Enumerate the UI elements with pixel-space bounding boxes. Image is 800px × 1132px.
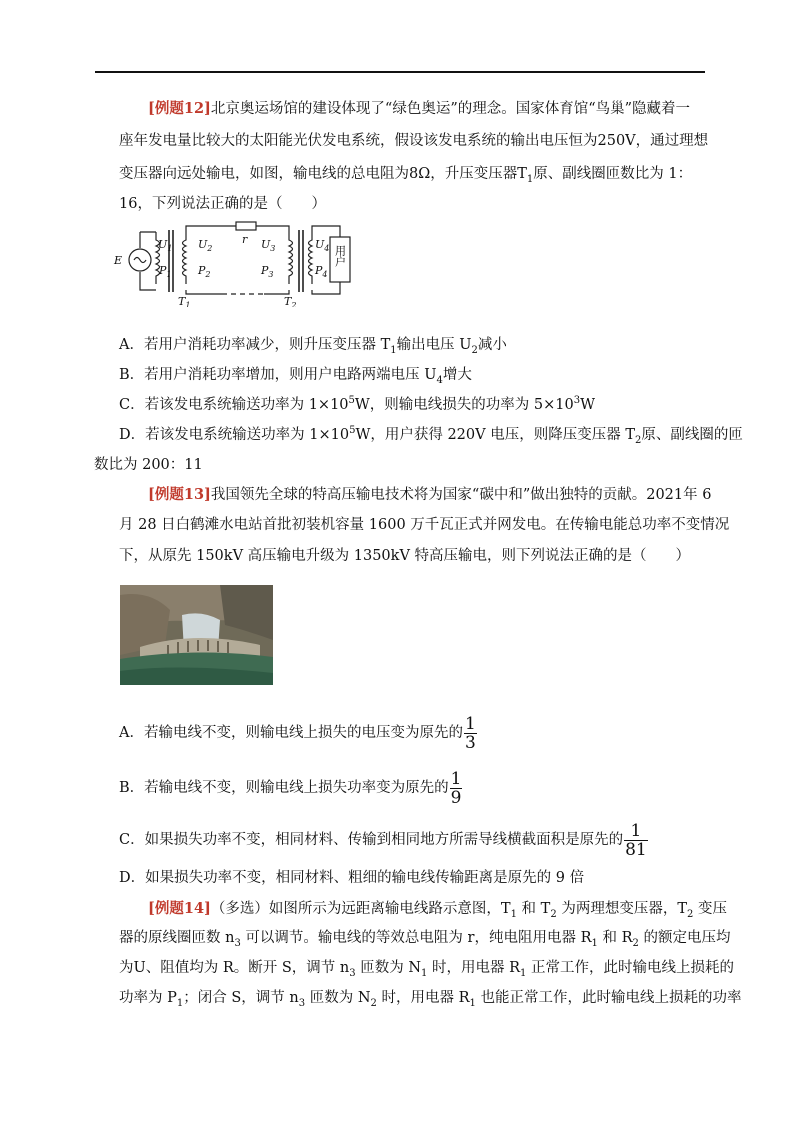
fraction-one-eighty-first: $\frac{1}{81}$ [625, 820, 647, 860]
svg-text:P4: $P_4$ [315, 264, 328, 279]
ex13-line-1: [例题13]我国领先全球的特高压输电技术将为国家“碳中和”做出独特的贡献。2021年 6 [148, 486, 712, 503]
ex12-option-c: C．若该发电系统输送功率为 $1\times 10^5W$，则输电线损失的功率为 $5\times 10^3W$ [119, 395, 596, 413]
ex13-option-c: C．如果损失功率不变，相同材料、传输到相同地方所需导线横截面积是原先的 $\frac{1}{81}$ [119, 820, 647, 860]
ex13-option-a: A．若输电线不变，则输电线上损失的电压变为原先的 $\frac{1}{3}$ [119, 713, 476, 753]
ex12-tag: [例题12] [148, 100, 211, 117]
svg-text:E: E [114, 254, 123, 267]
header-rule [95, 71, 705, 73]
ex12-option-a: A．若用户消耗功率减少，则升压变压器 $T_1$输出电压 $U_2$减小 [119, 337, 507, 356]
hydropower-dam-photo [120, 585, 273, 685]
svg-text:U4: $U_4$ [315, 238, 330, 253]
ex12-line-3: 变压器向远处输电，如图，输电线的总电阻为8Ω，升压变压器$T_1$原、副线圈匝数比为 1： [119, 166, 693, 185]
ex13-line-3: 下，从原先 150kV 高压输电升级为 1350kV 特高压输电，则下列说法正确的是（ ） [119, 548, 691, 564]
svg-text:P2: $P_2$ [198, 264, 211, 279]
svg-text:T1: $T_1$ [178, 295, 191, 307]
ex12-line-2: 座年发电量比较大的太阳能光伏发电系统，假设该发电系统的输出电压恒为250V，通过理想 [119, 133, 709, 149]
ex14-line-1: [例题14]（多选）如图所示为远距离输电线路示意图，$T_1$ 和 $T_2$ 为两理想变压器，$T_2$ 变压 [148, 900, 727, 920]
ex14-tag: [例题14] [148, 900, 211, 917]
ex12-option-b: B．若用户消耗功率增加，则用户电路两端电压 $U_4$增大 [119, 367, 472, 386]
fraction-one-ninth: $\frac{1}{9}$ [450, 768, 462, 808]
svg-text:T2: $T_2$ [284, 295, 297, 307]
svg-text:用户: 用户 [333, 245, 347, 267]
svg-text:r: r [242, 233, 248, 246]
ex12-option-d: D．若该发电系统输送功率为 $1\times 10^5W$，用户获得 220V 电压，则降压变压器 $T_2$原、副线圈的匝 [119, 425, 743, 446]
ex12-line-1: [例题12]北京奥运场馆的建设体现了“绿色奥运”的理念。国家体育馆“鸟巢”隐藏着一 [148, 100, 691, 117]
svg-text:U3: $U_3$ [261, 238, 276, 253]
ex14-line-4: 功率为 $P_1$；闭合 S，调节 $n_3$ 匝数为 $N_2$ 时，用电器 $R_1$ 也能正常工作，此时输电线上损耗的功率 [119, 990, 742, 1009]
svg-text:U1: $U_1$ [158, 238, 173, 253]
svg-text:P3: $P_3$ [261, 264, 274, 279]
ex13-option-d: D．如果损失功率不变，相同材料、粗细的输电线传输距离是原先的 9 倍 [119, 870, 585, 886]
svg-text:P1: $P_1$ [159, 264, 172, 279]
ex12-line-4: 16，下列说法正确的是（ ） [119, 196, 326, 212]
fraction-one-third: $\frac{1}{3}$ [464, 713, 476, 753]
svg-text:U2: $U_2$ [198, 238, 213, 253]
ex13-tag: [例题13] [148, 486, 211, 503]
transmission-circuit-diagram [112, 212, 362, 307]
ex13-option-b: B．若输电线不变，则输电线上损失功率变为原先的 $\frac{1}{9}$ [119, 768, 462, 808]
ex12-option-d-cont: 数比为 200：11 [94, 457, 203, 473]
ex14-line-2: 器的原线圈匝数 $n_3$ 可以调节。输电线的等效总电阻为 r，纯电阻用电器 $R_1$ 和 $R_2$ 的额定电压均 [119, 930, 731, 949]
ex13-line-2: 月 28 日白鹤滩水电站首批初装机容量 1600 万千瓦正式并网发电。在传输电能总功率不变情况 [119, 517, 730, 533]
ex14-line-3: 为U、阻值均为 R。断开 S，调节 $n_3$ 匝数为 $N_1$ 时，用电器 $R_1$ 正常工作，此时输电线上损耗的 [119, 960, 735, 979]
